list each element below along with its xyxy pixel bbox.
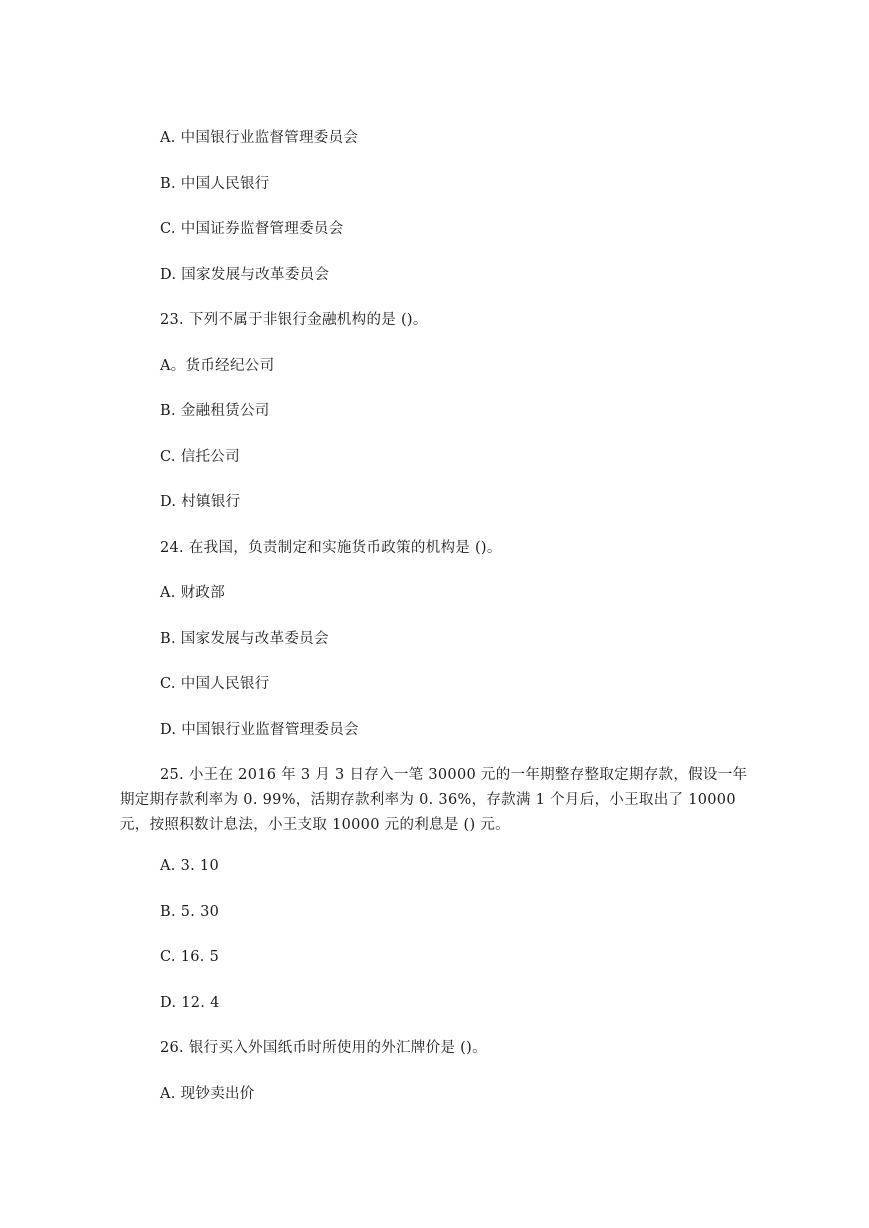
q25-option-b: B. 5. 30 xyxy=(160,904,220,920)
q26-option-a: A. 现钞卖出价 xyxy=(160,1086,255,1102)
q25-option-a: A. 3. 10 xyxy=(160,858,219,874)
q24-question: 24. 在我国，负责制定和实施货币政策的机构是 ()。 xyxy=(160,540,502,556)
q26-question: 26. 银行买入外国纸币时所使用的外汇牌价是 ()。 xyxy=(160,1040,487,1056)
q24-option-d: D. 中国银行业监督管理委员会 xyxy=(160,722,359,738)
q25-question-line-3: 元，按照积数计息法，小王支取 10000 元的利息是 () 元。 xyxy=(120,817,510,833)
q23-option-d: D. 村镇银行 xyxy=(160,494,241,510)
q23-option-b: B. 金融租赁公司 xyxy=(160,403,270,419)
q22-option-a: A. 中国银行业监督管理委员会 xyxy=(160,130,359,146)
q25-option-d: D. 12. 4 xyxy=(160,995,220,1011)
q24-option-c: C. 中国人民银行 xyxy=(160,676,270,692)
q24-option-a: A. 财政部 xyxy=(160,585,225,601)
q25-option-c: C. 16. 5 xyxy=(160,949,220,965)
q25-question-line-2: 期定期存款利率为 0. 99%，活期存款利率为 0. 36%，存款满 1 个月后，小王取出了 10000 xyxy=(120,792,736,808)
q23-option-a: A。货币经纪公司 xyxy=(160,358,275,374)
q24-option-b: B. 国家发展与改革委员会 xyxy=(160,631,329,647)
q22-option-c: C. 中国证券监督管理委员会 xyxy=(160,221,344,237)
q23-question: 23. 下列不属于非银行金融机构的是 ()。 xyxy=(160,312,428,328)
q25-question-line-1: 25. 小王在 2016 年 3 月 3 日存入一笔 30000 元的一年期整存整取定期存款，假设一年 xyxy=(160,767,748,783)
q22-option-d: D. 国家发展与改革委员会 xyxy=(160,267,330,283)
q23-option-c: C. 信托公司 xyxy=(160,449,240,465)
q22-option-b: B. 中国人民银行 xyxy=(160,176,270,192)
